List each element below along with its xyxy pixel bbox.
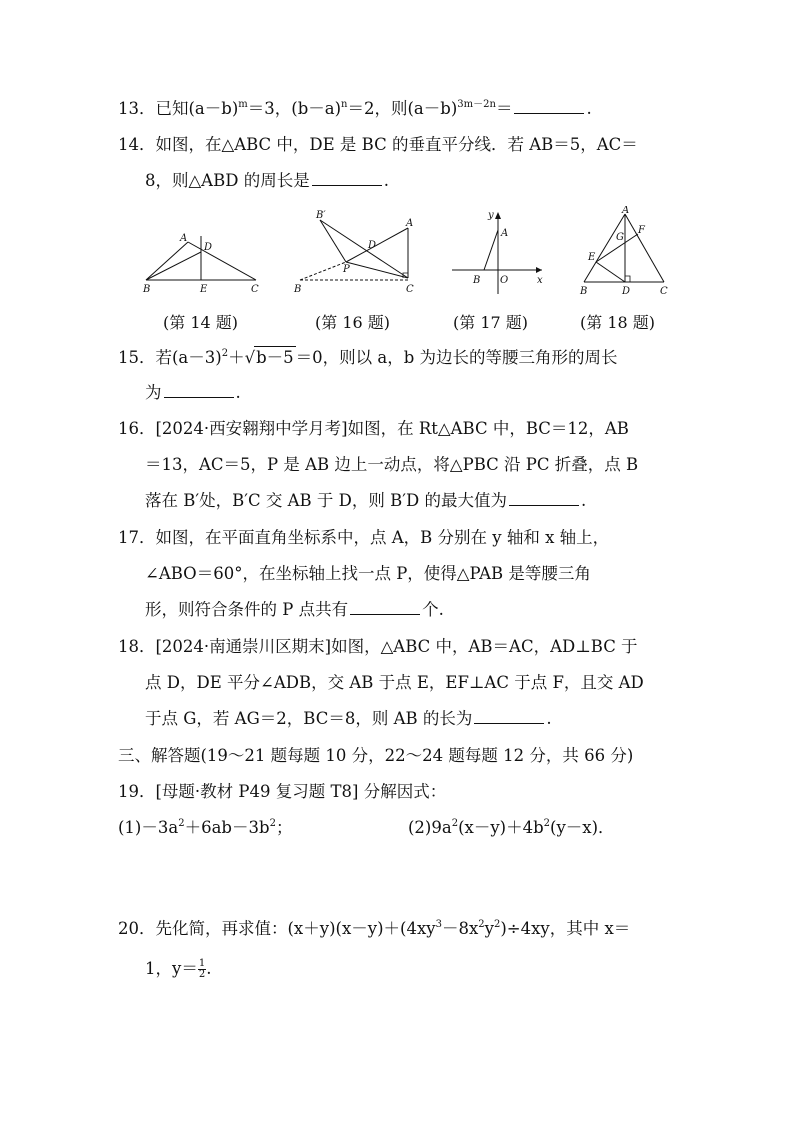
answer-blank [350, 600, 420, 615]
caption-18: (第 18 题) [580, 313, 656, 332]
q20-line1: 20．先化简，再求值：$(x+y)(x-y)+(4xy^3-8x^2y^2)\div 4xy$，其中 x＝ [118, 919, 631, 938]
label-g: G [616, 232, 624, 243]
q16-line3: 落在 B′处，B′C 交 AB 于 D，则 B′D 的最大值为 . [145, 491, 587, 510]
label-p: P [343, 264, 350, 275]
figure-18 [576, 206, 676, 298]
q18-line2: 点 D，DE 平分∠ADB，交 AB 于点 E，EF⊥AC 于点 F，且交 AD [145, 673, 644, 692]
label-x: x [537, 275, 543, 286]
label-a: A [501, 228, 509, 239]
label-y: y [488, 210, 494, 221]
answer-blank [312, 171, 382, 186]
q14-line2: 8，则△ABD 的周长是 . [145, 171, 389, 190]
label-b: B [143, 284, 151, 295]
label-b-prime: B′ [316, 210, 326, 221]
q17-line1: 17．如图，在平面直角坐标系中，点 A，B 分别在 y 轴和 x 轴上， [118, 528, 610, 547]
q14-line1: 14．如图，在△ABC 中，DE 是 BC 的垂直平分线．若 AB＝5，AC＝ [118, 135, 638, 154]
answer-blank [474, 709, 544, 724]
q18-line1: 18．[2024·南通崇川区期末]如图，△ABC 中，AB＝AC，AD⊥BC 于 [118, 637, 638, 656]
label-b: B [473, 275, 481, 286]
figure-row [0, 200, 794, 340]
q13: 13．已知$(a-b)^m=3$，$(b-a)^n=2$，则$(a-b)^{3m-2n}=$ . [118, 99, 592, 118]
q15-line1: 15．若$(a-3)^2+√b-5 =0$，则以 a，b 为边长的等腰三角形的周长 [118, 348, 618, 367]
label-e: E [200, 284, 208, 295]
fraction: $\frac{1}{2}$ [198, 958, 206, 980]
label-a: A [622, 206, 630, 216]
q16-line1: 16．[2024·西安翱翔中学月考]如图，在 Rt△ABC 中，BC＝12，AB [118, 419, 629, 438]
label-b: B [580, 286, 588, 297]
label-d: D [368, 240, 377, 251]
answer-blank [514, 99, 584, 114]
label-c: C [406, 284, 414, 295]
q16-line2: ＝13，AC＝5，P 是 AB 边上一动点，将△PBC 沿 PC 折叠，点 B [145, 455, 639, 474]
q17-line2: ∠ABO＝60°，在坐标轴上找一点 P，使得△PAB 是等腰三角 [145, 564, 591, 583]
label-c: C [660, 286, 668, 297]
label-o: O [500, 275, 509, 286]
q17-line3: 形，则符合条件的 P 点共有 个. [145, 600, 444, 619]
figure-14 [138, 230, 263, 296]
q15-line2: 为 . [145, 383, 241, 402]
section-3-title: 三、解答题(19～21 题每题 10 分，22～24 题每题 12 分，共 66 分) [118, 746, 634, 765]
label-d: D [204, 242, 213, 253]
q19: 19．[母题·教材 P49 复习题 T8] 分解因式： [118, 782, 447, 801]
caption-17: (第 17 题) [453, 313, 529, 332]
label-a: A [180, 233, 188, 244]
caption-14: (第 14 题) [163, 313, 239, 332]
label-f: F [638, 225, 645, 236]
label-c: C [251, 284, 259, 295]
q19-part1: $(1)-3a^2+6ab-3b^2$； [118, 818, 293, 837]
figure-16 [290, 208, 420, 296]
answer-blank [164, 383, 234, 398]
figure-17 [450, 208, 550, 296]
q20-line2: 1，y＝ $\frac{1}{2}$ . [145, 958, 212, 980]
caption-16: (第 16 题) [315, 313, 391, 332]
q18-line3: 于点 G，若 AG＝2，BC＝8，则 AB 的长为 . [145, 709, 552, 728]
label-b: B [294, 284, 302, 295]
answer-blank [509, 491, 579, 506]
radical: b－5 [256, 348, 294, 367]
q19-part2: $(2)9a^2(x-y)+4b^2(y-x)$． [408, 818, 615, 837]
label-a: A [406, 218, 414, 229]
label-d: D [622, 286, 631, 297]
label-e: E [588, 252, 596, 263]
